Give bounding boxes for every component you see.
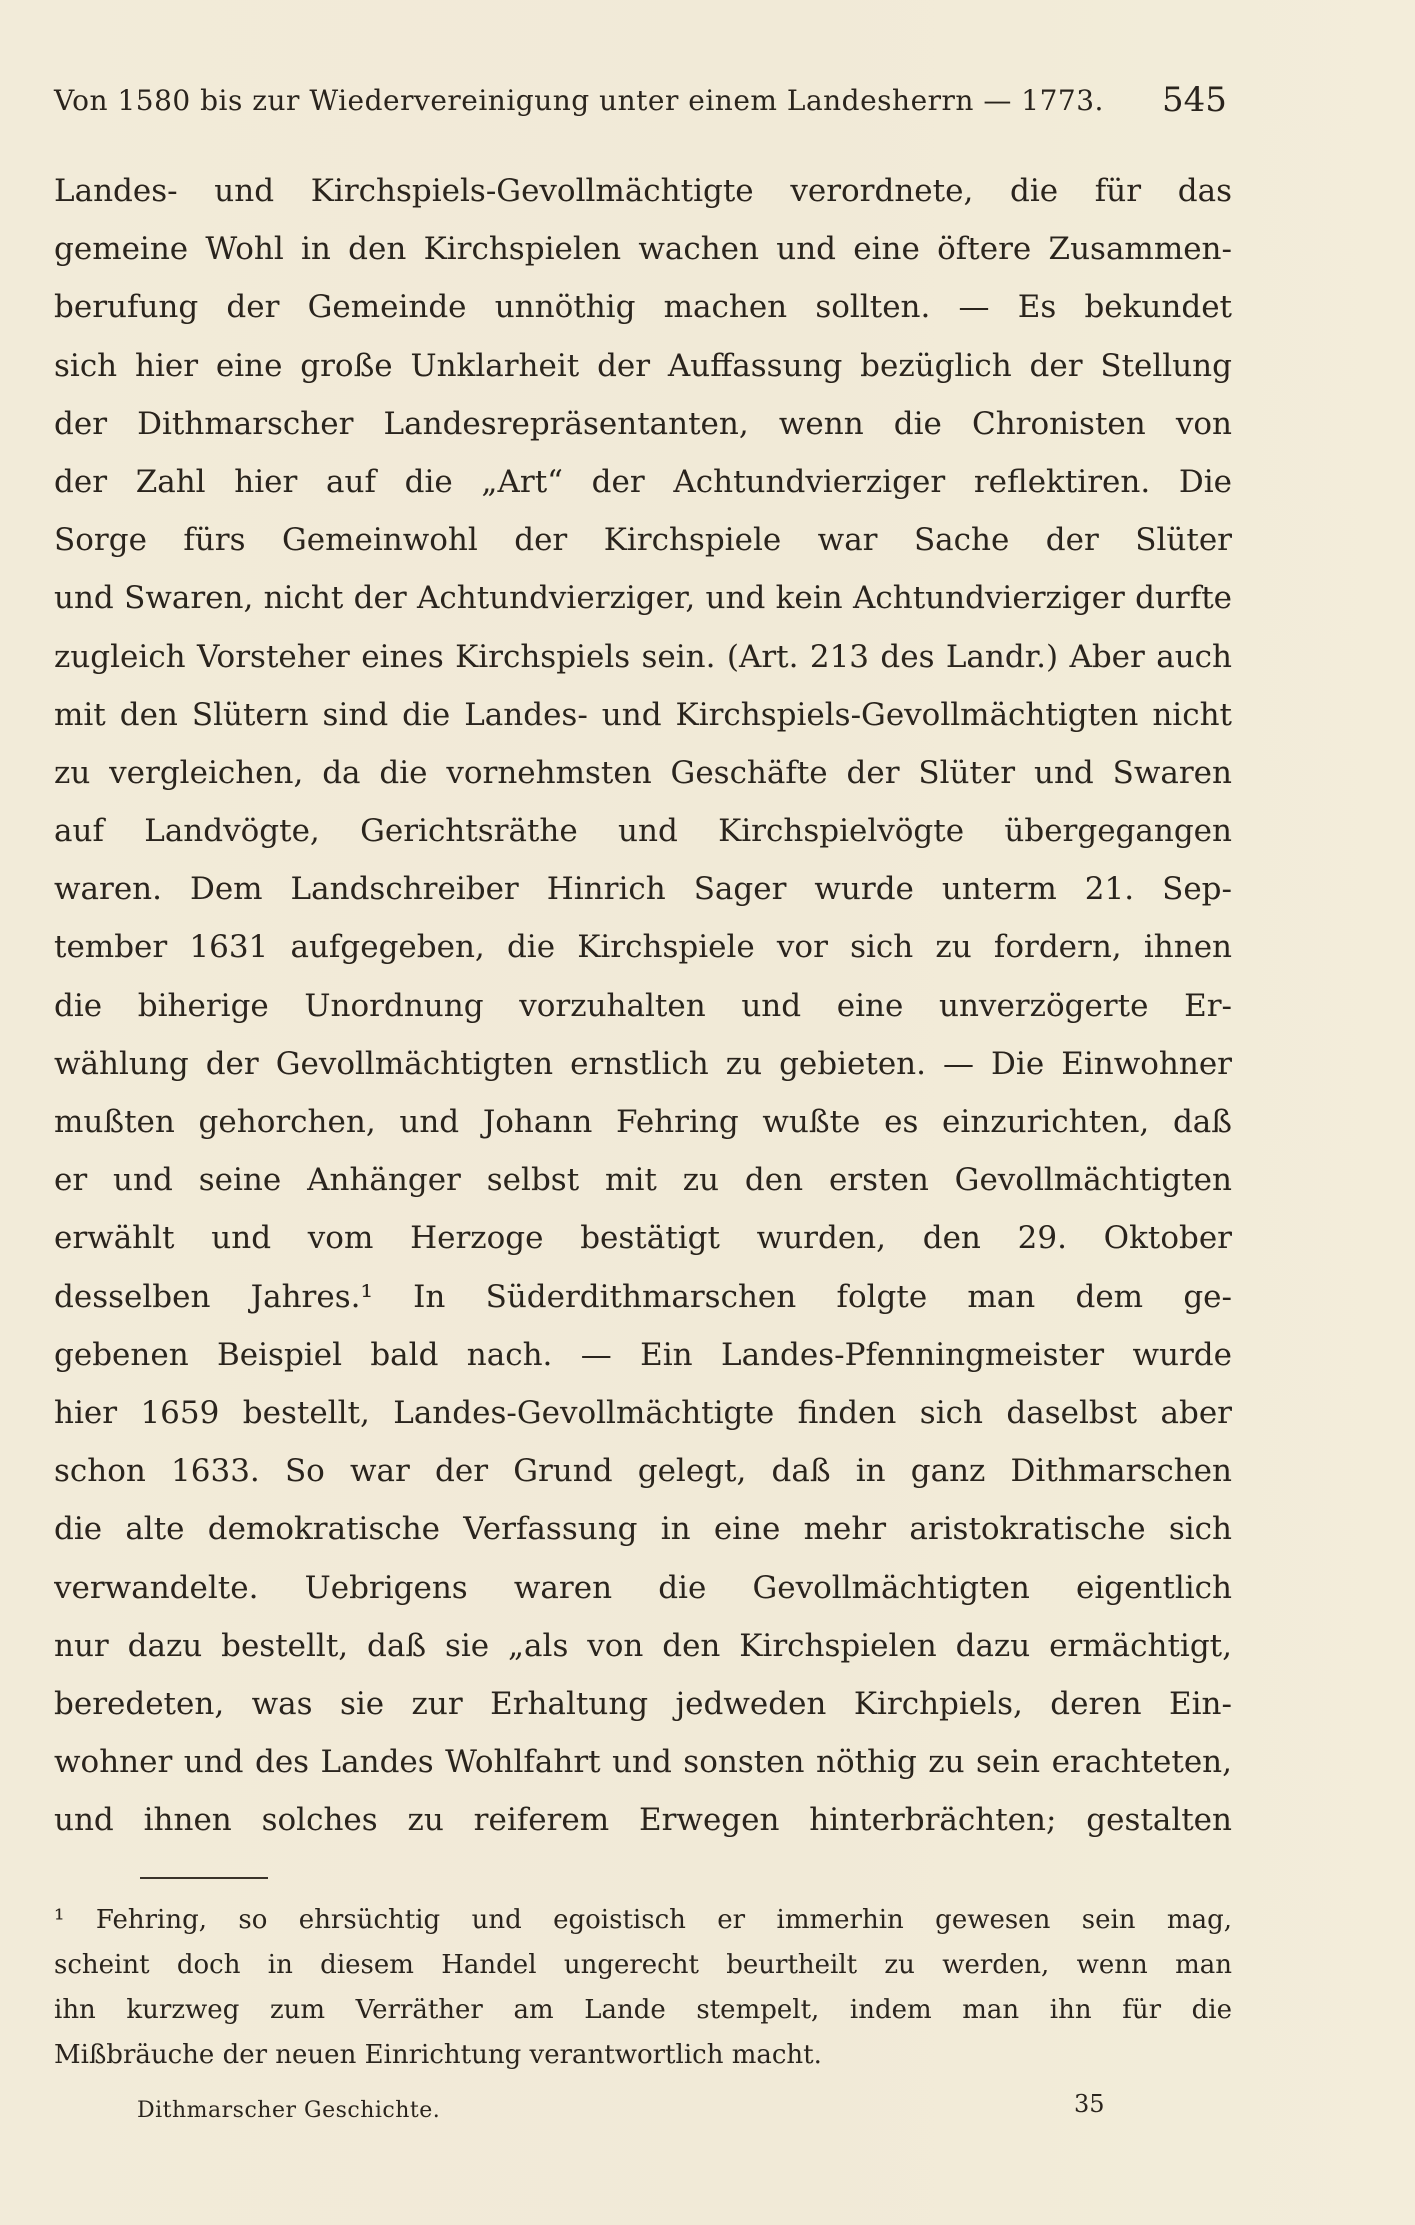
text-line: schon 1633. So war der Grund gelegt, daß in ganz Dithmarschen [54, 1453, 1232, 1490]
text-line: gemeine Wohl in den Kirchspielen wachen und eine öftere Zusammen- [54, 231, 1232, 268]
sheet-number: 35 [1074, 2090, 1105, 2118]
text-line: zugleich Vorsteher eines Kirchspiels sein. (Art. 213 des Landr.) Aber auch [54, 638, 1232, 675]
footnote-line: scheint doch in diesem Handel ungerecht beurtheilt zu werden, wenn man [54, 1950, 1232, 1980]
text-line: mußten gehorchen, und Johann Fehring wußte es einzurichten, daß [54, 1104, 1232, 1140]
text-line: hier 1659 bestellt, Landes-Gevollmächtigte finden sich daselbst aber [54, 1394, 1232, 1431]
text-line: mit den Slütern sind die Landes- und Kirchspiels-Gevollmächtigten nicht [54, 696, 1232, 733]
text-line: wohner und des Landes Wohlfahrt und sonsten nöthig zu sein erachteten, [54, 1744, 1232, 1781]
text-line: desselben Jahres.¹ In Süderdithmarschen folgte man dem ge- [54, 1278, 1232, 1315]
footnote-line: Mißbräuche der neuen Einrichtung verantwortlich macht. [54, 2040, 822, 2070]
footnote-divider [140, 1877, 268, 1879]
text-line: berufung der Gemeinde unnöthig machen sollten. — Es bekundet [54, 289, 1232, 326]
text-line: die alte demokratische Verfassung in eine mehr aristokratische sich [54, 1511, 1232, 1548]
footnote-line: ¹ Fehring, so ehrsüchtig und egoistisch er immerhin gewesen sein mag, [54, 1905, 1232, 1935]
text-line: und Swaren, nicht der Achtundvierziger, und kein Achtundvierziger durfte [54, 580, 1232, 617]
running-head: Von 1580 bis zur Wiedervereinigung unter einem Landesherrn — 1773. [54, 84, 1104, 117]
text-line: waren. Dem Landschreiber Hinrich Sager wurde unterm 21. Sep- [54, 871, 1232, 908]
text-line: wählung der Gevollmächtigten ernstlich zu gebieten. — Die Einwohner [54, 1045, 1232, 1082]
text-line: Sorge fürs Gemeinwohl der Kirchspiele war Sache der Slüter [54, 522, 1232, 559]
text-line: die biherige Unordnung vorzuhalten und eine unverzögerte Er- [54, 987, 1232, 1024]
text-line: auf Landvögte, Gerichtsräthe und Kirchspielvögte übergegangen [54, 813, 1232, 850]
text-line: nur dazu bestellt, daß sie „als von den Kirchspielen dazu ermächtigt, [54, 1627, 1232, 1664]
text-line: der Dithmarscher Landesrepräsentanten, wenn die Chronisten von [54, 405, 1232, 442]
page-number: 545 [1162, 80, 1227, 120]
text-line: und ihnen solches zu reiferem Erwegen hinterbrächten; gestalten [54, 1802, 1232, 1839]
text-line: Landes- und Kirchspiels-Gevollmächtigte verordnete, die für das [54, 173, 1232, 209]
text-line: sich hier eine große Unklarheit der Auffassung bezüglich der Stellung [54, 347, 1232, 384]
text-line: gebenen Beispiel bald nach. — Ein Landes-Pfenningmeister wurde [54, 1336, 1232, 1373]
footnote [54, 1898, 1232, 2078]
text-line: tember 1631 aufgegeben, die Kirchspiele vor sich zu fordern, ihnen [54, 929, 1232, 966]
text-line: verwandelte. Uebrigens waren die Gevollmächtigten eigentlich [54, 1569, 1232, 1606]
text-line: beredeten, was sie zur Erhaltung jedweden Kirchpiels, deren Ein- [54, 1685, 1232, 1722]
body-text [54, 162, 1232, 1849]
text-line: zu vergleichen, da die vornehmsten Geschäfte der Slüter und Swaren [54, 754, 1232, 791]
footnote-line: ihn kurzweg zum Verräther am Lande stempelt, indem man ihn für die [54, 1995, 1232, 2025]
text-line: erwählt und vom Herzoge bestätigt wurden, den 29. Oktober [54, 1220, 1232, 1257]
text-line: er und seine Anhänger selbst mit zu den ersten Gevollmächtigten [54, 1162, 1232, 1199]
text-line: der Zahl hier auf die „Art“ der Achtundvierziger reflektiren. Die [54, 463, 1232, 500]
printer-signature: Dithmarscher Geschichte. [137, 2098, 441, 2123]
